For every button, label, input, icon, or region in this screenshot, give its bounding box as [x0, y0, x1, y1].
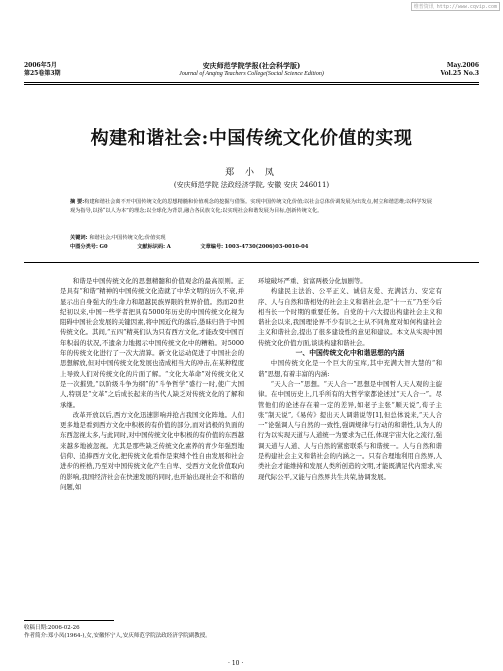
section-heading: 一、中国传统文化中和谐思想的内涵	[295, 349, 405, 358]
doc-code-label: 文献标识码:	[137, 244, 166, 250]
body-paragraph: 环境破坏严重、贫富两极分化加剧等。	[258, 277, 367, 285]
journal-name-cn: 安庆师范学院学报(社会科学版)	[202, 61, 301, 70]
abstract	[70, 198, 432, 216]
article-id-label: 文章编号:	[200, 244, 224, 250]
abstract-label: 摘 要:	[70, 199, 85, 205]
clc-value: G0	[99, 244, 108, 250]
header-rule	[24, 82, 479, 83]
paper-title: 构建和谐社会:中国传统文化价值的实现	[90, 128, 413, 149]
doc-code-value: A	[166, 244, 171, 250]
watermark: 维普资讯 http://www.cqvip.com	[411, 2, 500, 11]
article-id-value: 1003-4730(2006)03-0010-04	[224, 244, 309, 250]
classification-line	[70, 243, 432, 252]
abstract-text: 构建和谐社会离不开中国传统文化的思想精髓和价值观念的挖掘与借鉴。实现中国传统文化价值;以社会总体价调发展为出发点,树立和谐思维;以科学发展观为指导,以扬“以人为本”的理念;以全球化为背景,融合各民族文化;以实现社会和谐发展为目标,创新传统文化。	[70, 199, 432, 214]
abstract-rule	[24, 262, 479, 263]
page-number: · 10 ·	[228, 660, 244, 667]
footnote	[24, 624, 211, 640]
left-column	[60, 276, 244, 616]
journal-name-en: Journal of Anqing Teachers College(Social Science Edition)	[179, 71, 324, 77]
header-center	[0, 62, 503, 78]
received-date: 收稿日期:2006-02-26	[24, 625, 80, 631]
header-volume-en: Vol.25 No.3	[440, 70, 479, 77]
keywords-label: 关键词:	[70, 235, 88, 241]
header-right	[440, 62, 479, 78]
author-name: 郑 小 凤	[225, 168, 278, 178]
body-paragraph: 和谐是中国传统文化的思想精髓和价值观念的最高原则。正是具有“和谐”精神的中国传统文化造就了中华文明的历久不衰,并显示出自身强大的生命力和超越民族界限的世界价值。然而20世纪初以来,中国一些学者把具有5000年历史的中国传统文化视为阻碍中国社会发展的关键因素,将中国近代的落后,愚昧归咎于中国传统文化。其间,“五四”精英们认为只有西方文化,才能改变中国百年积弱的状况,不遗余力地揭示中国传统文化中的糟粕。对5000年的传统文化进行了一次大清算。新文化运动促进了中国社会的思想解放,但对中国传统文化发展也造成相当大的冲击,在某种程度上导致人们对传统文化的片面了解。“文化大革命”对传统文化又是一次摧毁,“以阶级斗争为纲”的“斗争哲学”盛行一时,使广大国人,特别是“文革”之后成长起来的当代人缺乏对传统文化的了解和承继。	[60, 277, 244, 409]
header-rule-2	[24, 84, 479, 85]
header-date-en: May.2006	[446, 62, 479, 69]
right-column	[258, 276, 442, 616]
body-paragraph: 中国传统文化是一个巨大的宝库,其中充满大智大慧的“和谐”思想,有着丰富的内涵:	[258, 359, 442, 378]
author-affiliation: (安庆师范学院 法政经济学院, 安徽 安庆 246011)	[173, 181, 330, 189]
body-paragraph: 改革开放以后,西方文化迅速影响并抢占我国文化阵地。人们更多地是看到西方文化中积极的有价值的部分,而对消极的负面的东西忽视太多,与此同时,对中国传统文化中积极的有价值的东西越来越多地被忽视。尤其是那些缺乏传统文化素养的青少年强烈地信仰、追捧西方文化,把传统文化看作是束缚个性自由发展和社会进步的桎梏,乃至对中国传统文化产生自卑、受西方文化价值取向的影响,我国经济社会在快速发展的同时,也开始出现社会不和谐的问题,如	[60, 410, 244, 491]
author-bio: 作者简介:郑小凤(1964-),女,安徽怀宁人,安庆师范学院法政经济学院副教授。	[24, 633, 211, 639]
body-paragraph: “天人合一”思想。“天人合一”思想是中国哲人天人观的主旋律。在中国历史上,几乎所有的大哲学家都论述过“天人合一”。尽管他们的论述存在着一定的差异,如老子主张“顺天说”,荀子主张“制天说”,《易传》提出天人调谐说等[1],但总体说来,“天人合一”论强调人与自然的一致性,强调规律与行动的和谐性,认为人的行为以实现天道与人道统一为要求为己任,体现宇宙大化之流行,强调天道与人道、人与自然的紧密联系与和谐统一。人与自然和谐是构建社会主义和谐社会的内涵之一。只有合理地利用自然界,人类社会才能维持和发展人类所创造的文明,才能既满足代内需求,实现代际公平,又能与自然界共生共荣,协调发展。	[258, 379, 442, 481]
footnote-rule	[24, 620, 114, 621]
header-date: 2006年5月	[24, 62, 57, 69]
keywords	[70, 234, 432, 243]
clc-label: 中图分类号:	[70, 244, 98, 250]
body-paragraph: 构建民主法治、公平正义、诚信友爱、充满活力、安定有序、人与自然和谐相处的社会主义和谐社会,是“十一五”乃至今后相当长一个时期的重要任务。自党的十六大提出构建社会主义和谐社会以来,我国理论界不少有识之士从不同角度对如何构建社会主义和谐社会,提出了很多建设性的意见和建议。本文从实现中国传统文化价值方面,谈谈构建和谐社会。	[258, 287, 442, 347]
keywords-text: 和谐社会;中国传统文化;价值实现	[89, 235, 166, 241]
header-volume-cn: 第25卷第3期	[24, 70, 61, 77]
